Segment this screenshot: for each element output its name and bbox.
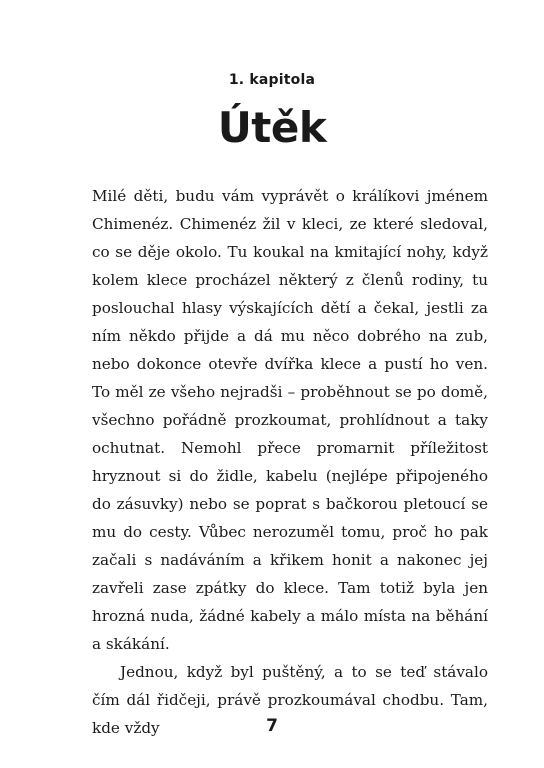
paragraph-2: Jednou, když byl puštěný, a to se teď stávalo čím dál řidčeji, právě prozkoumával chodbu. Tam, kde vždy (92, 663, 488, 737)
body-text (92, 182, 488, 742)
paragraph-1: Milé děti, budu vám vyprávět o králíkovi jménem Chimenéz. Chimenéz žil v kleci, ze které sledoval, co se děje okolo. Tu koukal na kmitající nohy, když kolem klece procházel některý z členů rodiny, tu poslouchal hlasy výskajících dětí a čekal, jestli za ním někdo přijde a dá mu něco dobrého na zub, nebo dokonce otevře dvířka klece a pustí ho ven. To měl ze všeho nejradši – proběhnout se po domě, všechno pořádně prozkoumat, prohlídnout a taky ochutnat. Nemohl přece promarnit příležitost hryznout si do židle, kabelu (nejlépe připojeného do zásuvky) nebo se poprat s bačkorou pletoucí se mu do cesty. Vůbec nerozuměl tomu, proč ho pak začali s nadáváním a křikem honit a nakonec jej zavřeli zase zpátky do klece. Tam totiž byla jen hrozná nuda, žádné kabely a málo místa na běhání a skákání. (92, 187, 488, 653)
chapter-title: Útěk (217, 103, 327, 152)
chapter-label: 1. kapitola (228, 72, 316, 88)
page-number: 7 (266, 716, 278, 736)
